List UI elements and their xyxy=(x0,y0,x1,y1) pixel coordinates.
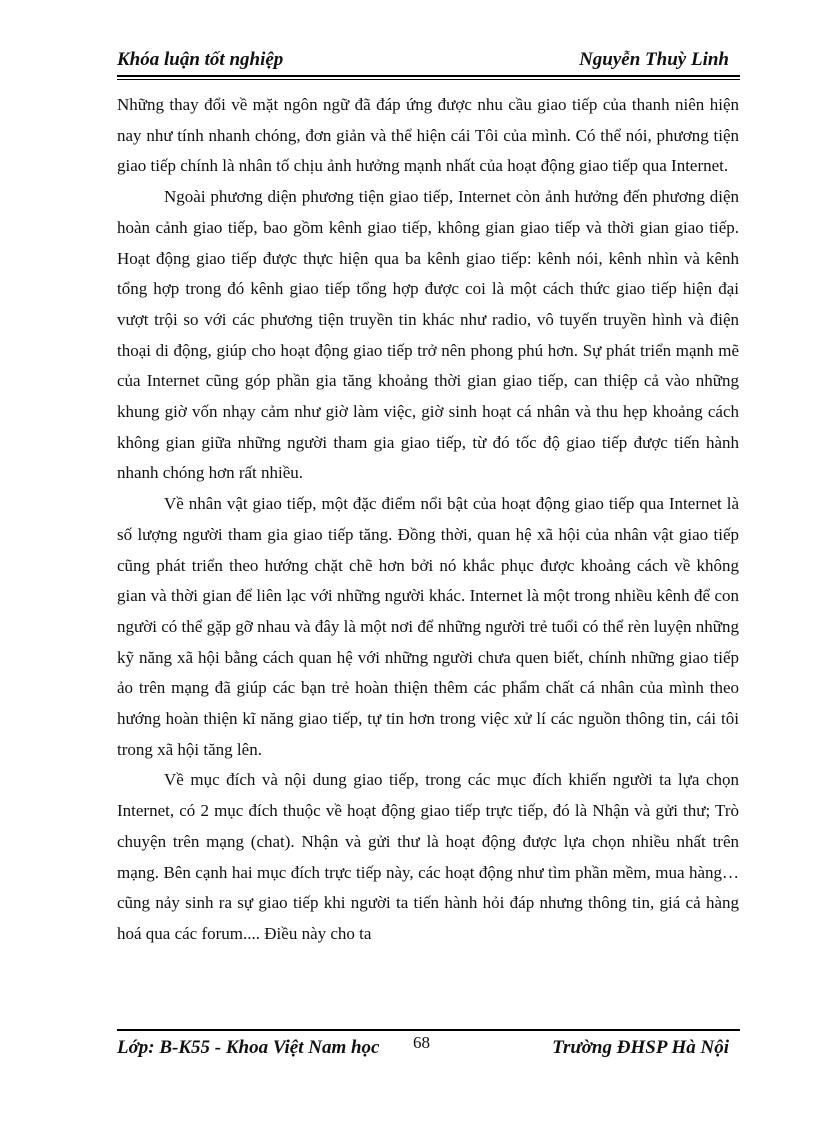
header-author-name: Nguyễn Thuỳ Linh xyxy=(579,49,729,70)
header-divider xyxy=(117,75,740,80)
page-footer xyxy=(117,1034,737,1064)
footer-class-info: Lớp: B-K55 - Khoa Việt Nam học xyxy=(117,1037,380,1058)
paragraph-4: Về mục đích và nội dung giao tiếp, trong các mục đích khiến người ta lựa chọn Internet, có 2 mục đích thuộc về hoạt động giao tiếp trực tiếp, đó là Nhận và gửi thư; Trò chuyện trên mạng (chat). Nhận và gửi thư là hoạt động được lựa chọn nhiều nhất trên mạng. Bên cạnh hai mục đích trực tiếp này, các hoạt động như tìm phần mềm, mua hàng… cũng nảy sinh ra sự giao tiếp khi người ta tiến hành hỏi đáp nhưng thông tin, giá cả hàng hoá qua các forum.... Điều này cho ta xyxy=(117,770,739,943)
footer-divider xyxy=(117,1029,740,1031)
page-number: 68 xyxy=(413,1033,430,1052)
footer-university: Trường ĐHSP Hà Nội xyxy=(552,1037,729,1058)
header-thesis-title: Khóa luận tốt nghiệp xyxy=(117,49,284,70)
paragraph-2: Ngoài phương diện phương tiện giao tiếp, Internet còn ảnh hưởng đến phương diện hoàn cảnh giao tiếp, bao gồm kênh giao tiếp, không gian giao tiếp và thời gian giao tiếp. Hoạt động giao tiếp được thực hiện qua ba kênh giao tiếp: kênh nói, kênh nhìn và kênh tổng hợp trong đó kênh giao tiếp tổng hợp được coi là một cách thức giao tiếp hiện đại vượt trội so với các phương tiện truyền tin khác như radio, vô tuyến truyền hình và điện thoại di động, giúp cho hoạt động giao tiếp trở nên phong phú hơn. Sự phát triển mạnh mẽ của Internet cũng góp phần gia tăng khoảng thời gian giao tiếp, can thiệp cả vào những khung giờ vốn nhạy cảm như giờ làm việc, giờ sinh hoạt cá nhân và thu hẹp khoảng cách không gian giữa những người tham gia giao tiếp, từ đó tốc độ giao tiếp được tiến hành nhanh chóng hơn rất nhiều. xyxy=(117,187,739,483)
paragraph-3: Về nhân vật giao tiếp, một đặc điểm nổi bật của hoạt động giao tiếp qua Internet là số lượng người tham gia giao tiếp tăng. Đồng thời, quan hệ xã hội của nhân vật giao tiếp cũng phát triển theo hướng chặt chẽ hơn bởi nó khắc phục được khoảng cách về không gian và thời gian để liên lạc với những người khác. Internet là một trong nhiều kênh để con người có thể gặp gỡ nhau và đây là một nơi để những người trẻ tuổi có thể rèn luyện những kỹ năng xã hội bằng cách quan hệ với những người chưa quen biết, chính những giao tiếp ảo trên mạng đã giúp các bạn trẻ hoàn thiện thêm các phẩm chất cá nhân của mình theo hướng hoàn thiện kĩ năng giao tiếp, tự tin hơn trong việc xử lí các nguồn thông tin, cái tôi trong xã hội tăng lên. xyxy=(117,494,739,759)
paragraph-1: Những thay đổi về mặt ngôn ngữ đã đáp ứng được nhu cầu giao tiếp của thanh niên hiện nay như tính nhanh chóng, đơn giản và thể hiện cái Tôi của mình. Có thể nói, phương tiện giao tiếp chính là nhân tố chịu ảnh hưởng mạnh nhất của hoạt động giao tiếp qua Internet. xyxy=(117,95,739,176)
page-header xyxy=(117,47,737,75)
document-body xyxy=(117,90,739,950)
